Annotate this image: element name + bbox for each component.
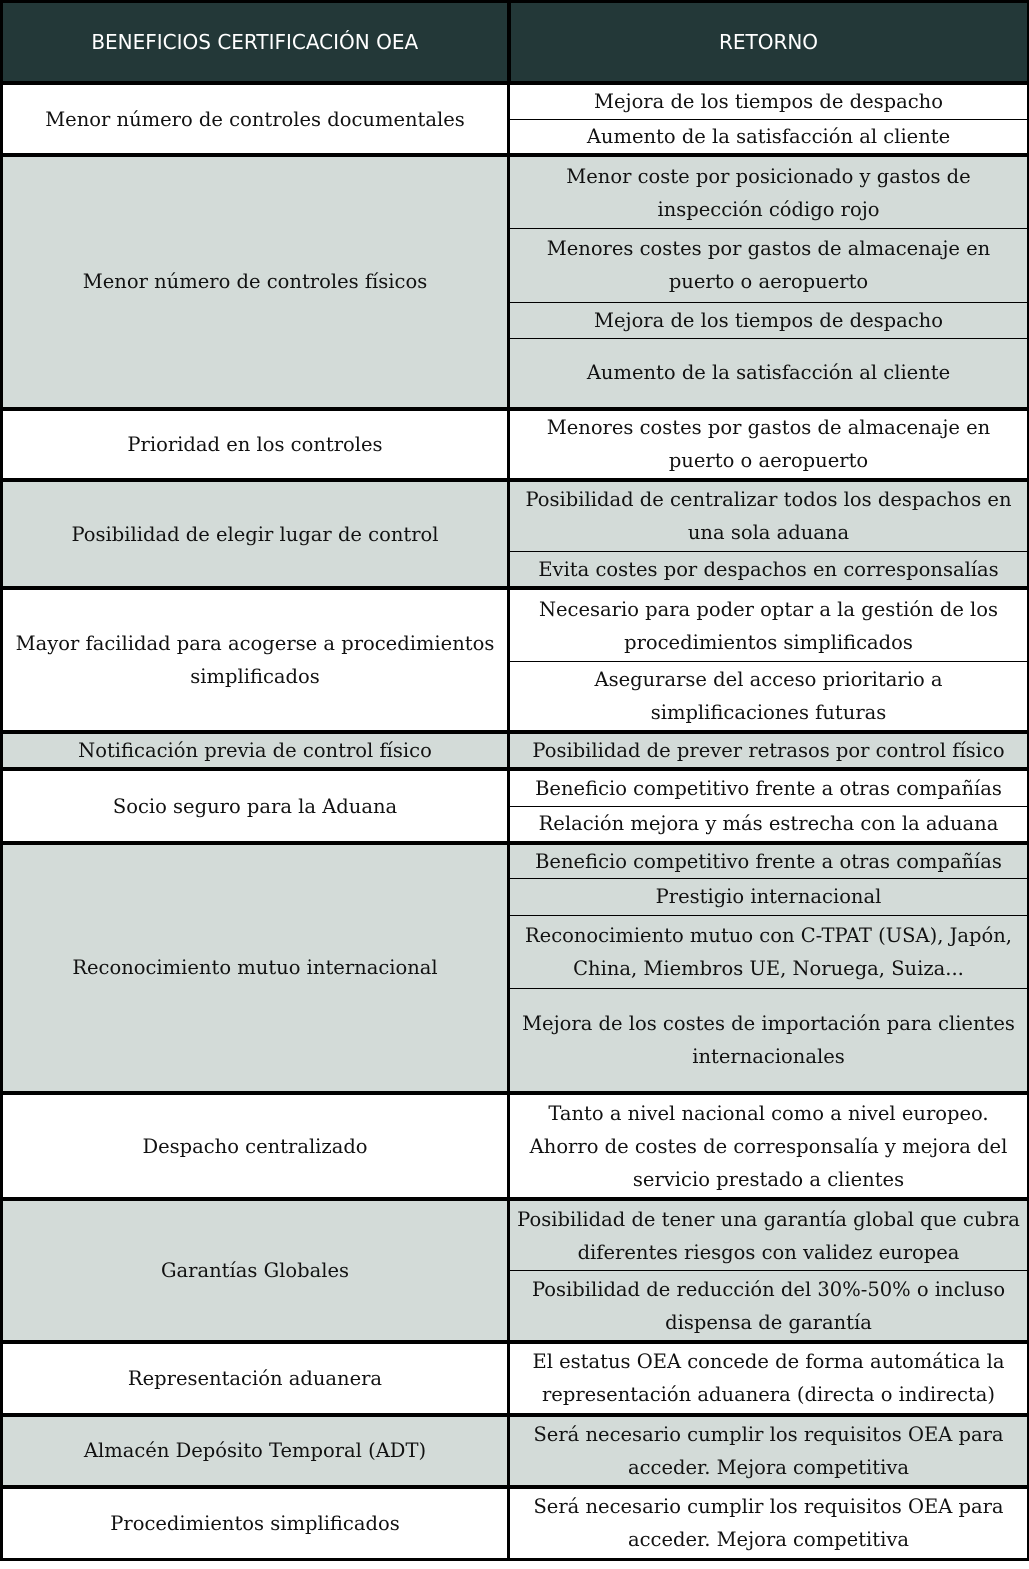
return-cell: Menor coste por posicionado y gastos de inspección código rojo xyxy=(509,155,1029,228)
table-row xyxy=(2,769,1029,806)
return-cell: Relación mejora y más estrecha con la aduana xyxy=(509,807,1029,843)
table-row xyxy=(2,588,1029,661)
table-row xyxy=(2,1199,1029,1270)
return-cell: Asegurarse del acceso prioritario a simplificaciones futuras xyxy=(509,662,1029,732)
return-cell: Posibilidad de tener una garantía global que cubra diferentes riesgos con validez europea xyxy=(509,1199,1029,1270)
table-row xyxy=(2,843,1029,879)
benefit-cell: Notificación previa de control físico xyxy=(2,732,509,769)
benefit-cell: Posibilidad de elegir lugar de control xyxy=(2,480,509,589)
table-row xyxy=(2,1415,1029,1487)
return-cell: Aumento de la satisfacción al cliente xyxy=(509,119,1029,155)
benefit-cell: Socio seguro para la Aduana xyxy=(2,769,509,842)
benefit-cell: Almacén Depósito Temporal (ADT) xyxy=(2,1415,509,1487)
table-row xyxy=(2,480,1029,551)
return-cell: Prestigio internacional xyxy=(509,879,1029,915)
benefit-cell: Procedimientos simplificados xyxy=(2,1487,509,1560)
table-row xyxy=(2,1342,1029,1414)
return-cell: Posibilidad de centralizar todos los despachos en una sola aduana xyxy=(509,480,1029,551)
return-cell: Mejora de los tiempos de despacho xyxy=(509,302,1029,338)
return-cell: Menores costes por gastos de almacenaje en puerto o aeropuerto xyxy=(509,229,1029,302)
benefit-cell: Garantías Globales xyxy=(2,1199,509,1342)
header-row xyxy=(2,2,1029,84)
return-cell: Beneficio competitivo frente a otras compañías xyxy=(509,769,1029,806)
table-row xyxy=(2,409,1029,480)
return-cell: Reconocimiento mutuo con C-TPAT (USA), Japón, China, Miembros UE, Noruega, Suiza... xyxy=(509,915,1029,988)
benefit-cell: Reconocimiento mutuo internacional xyxy=(2,843,509,1093)
benefit-cell: Despacho centralizado xyxy=(2,1093,509,1200)
table-row xyxy=(2,83,1029,119)
return-cell: Necesario para poder optar a la gestión de los procedimientos simplificados xyxy=(509,588,1029,661)
return-cell: Tanto a nivel nacional como a nivel europeo. Ahorro de costes de corresponsalía y mejora del servicio prestado a clientes xyxy=(509,1093,1029,1200)
table-row xyxy=(2,1093,1029,1200)
table-row xyxy=(2,155,1029,228)
table-row xyxy=(2,1487,1029,1560)
benefit-cell: Menor número de controles documentales xyxy=(2,83,509,155)
return-cell: Posibilidad de reducción del 30%-50% o incluso dispensa de garantía xyxy=(509,1271,1029,1342)
table-body xyxy=(2,83,1029,1560)
return-cell: Evita costes por despachos en corresponsalías xyxy=(509,551,1029,588)
benefit-cell: Representación aduanera xyxy=(2,1342,509,1414)
return-cell: Beneficio competitivo frente a otras compañías xyxy=(509,843,1029,879)
benefit-cell: Menor número de controles físicos xyxy=(2,155,509,408)
return-cell: Aumento de la satisfacción al cliente xyxy=(509,338,1029,408)
return-cell: El estatus OEA concede de forma automática la representación aduanera (directa o indirecta) xyxy=(509,1342,1029,1414)
table-header xyxy=(2,2,1029,84)
table-row xyxy=(2,732,1029,769)
return-cell: Será necesario cumplir los requisitos OEA para acceder. Mejora competitiva xyxy=(509,1415,1029,1487)
header-benefits: BENEFICIOS CERTIFICACIÓN OEA xyxy=(2,2,509,84)
return-cell: Posibilidad de prever retrasos por control físico xyxy=(509,732,1029,769)
benefit-cell: Mayor facilidad para acogerse a procedimientos simplificados xyxy=(2,588,509,732)
benefit-cell: Prioridad en los controles xyxy=(2,409,509,480)
return-cell: Mejora de los costes de importación para clientes internacionales xyxy=(509,988,1029,1093)
return-cell: Mejora de los tiempos de despacho xyxy=(509,83,1029,119)
header-return: RETORNO xyxy=(509,2,1029,84)
return-cell: Menores costes por gastos de almacenaje en puerto o aeropuerto xyxy=(509,409,1029,480)
return-cell: Será necesario cumplir los requisitos OEA para acceder. Mejora competitiva xyxy=(509,1487,1029,1560)
